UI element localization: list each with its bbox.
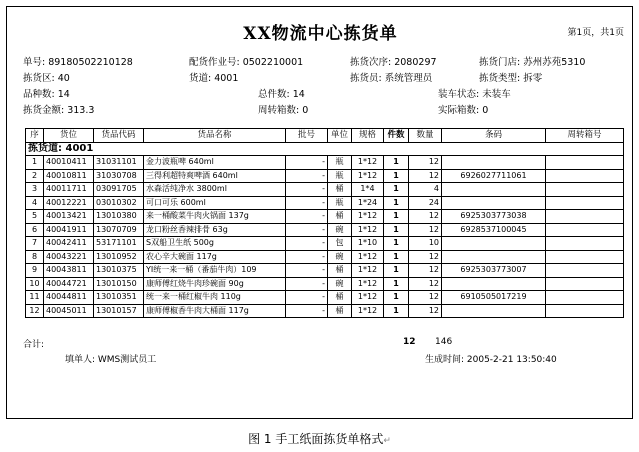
cell-spec: 1*12 [352, 277, 384, 291]
cell-spec: 1*12 [352, 169, 384, 183]
cell-barcode [442, 237, 546, 251]
cell-batch: - [286, 250, 328, 264]
cell-code: 13010351 [94, 291, 144, 305]
cell-name: 康师傅椒香牛肉大桶面 117g [144, 304, 286, 318]
cell-barcode: 6925303773007 [442, 264, 546, 278]
cell-seq: 2 [26, 169, 44, 183]
table-header-row [26, 129, 624, 143]
paragraph-mark: ↵ [383, 436, 391, 446]
table-row [26, 250, 624, 264]
cell-unit: 瓶 [328, 156, 352, 170]
created-time: 生成时间: 2005-2-21 13:50:40 [425, 355, 557, 365]
cell-qty: 12 [409, 156, 442, 170]
cell-qty: 12 [409, 210, 442, 224]
cell-barcode [442, 183, 546, 197]
actual-boxes: 实际箱数: 0 [438, 105, 489, 116]
cell-spec: 1*12 [352, 304, 384, 318]
cell-location: 40041911 [44, 223, 94, 237]
col-header-seq: 序 [26, 129, 44, 143]
cell-location: 40013421 [44, 210, 94, 224]
cell-code: 53171101 [94, 237, 144, 251]
col-header-name: 货品名称 [144, 129, 286, 143]
table-row [26, 291, 624, 305]
group-label: 拣货道: 4001 [26, 142, 144, 156]
group-filler [144, 142, 624, 156]
cell-seq: 12 [26, 304, 44, 318]
cell-spec: 1*12 [352, 156, 384, 170]
col-header-unit: 单位 [328, 129, 352, 143]
col-header-barcode: 条码 [442, 129, 546, 143]
cell-location: 40044811 [44, 291, 94, 305]
cell-box [546, 223, 624, 237]
cell-box [546, 291, 624, 305]
cell-seq: 8 [26, 250, 44, 264]
cell-name: 康师傅红烧牛肉珍碗面 90g [144, 277, 286, 291]
cell-spec: 1*12 [352, 210, 384, 224]
cell-batch: - [286, 156, 328, 170]
cell-box [546, 169, 624, 183]
cell-seq: 10 [26, 277, 44, 291]
cell-code: 03010302 [94, 196, 144, 210]
cell-pieces: 1 [384, 156, 409, 170]
cell-qty: 12 [409, 304, 442, 318]
cell-name: 龙口粉丝香辣排骨 63g [144, 223, 286, 237]
col-header-batch: 批号 [286, 129, 328, 143]
col-header-qty: 数量 [409, 129, 442, 143]
cell-name: 统一来一桶红椒牛肉 110g [144, 291, 286, 305]
load-status: 装车状态: 未装车 [438, 89, 511, 100]
cell-box [546, 250, 624, 264]
cell-seq: 7 [26, 237, 44, 251]
cell-spec: 1*12 [352, 264, 384, 278]
cell-box [546, 156, 624, 170]
cell-seq: 5 [26, 210, 44, 224]
cell-box [546, 237, 624, 251]
cell-name: 三得利超特爽啤酒 640ml [144, 169, 286, 183]
table-row [26, 223, 624, 237]
cell-batch: - [286, 169, 328, 183]
cell-unit: 碗 [328, 250, 352, 264]
cell-box [546, 264, 624, 278]
cell-unit: 桶 [328, 210, 352, 224]
cell-batch: - [286, 196, 328, 210]
cell-code: 13010157 [94, 304, 144, 318]
cell-unit: 桶 [328, 291, 352, 305]
totals-qty: 146 [435, 337, 453, 347]
document-title: XX物流中心拣货单 [243, 24, 398, 44]
cell-location: 40010811 [44, 169, 94, 183]
pick-list-sheet [6, 6, 633, 419]
table-row [26, 264, 624, 278]
table-row [26, 196, 624, 210]
cell-barcode: 6925303773038 [442, 210, 546, 224]
cell-pieces: 1 [384, 210, 409, 224]
page-indicator: 第1页，共1页 [567, 28, 624, 38]
cell-box [546, 183, 624, 197]
figure-caption [0, 430, 639, 447]
total-pieces: 总件数: 14 [258, 89, 305, 100]
turnover-boxes: 周转箱数: 0 [258, 105, 309, 116]
cell-unit: 碗 [328, 277, 352, 291]
cell-spec: 1*4 [352, 183, 384, 197]
cell-barcode [442, 156, 546, 170]
cell-seq: 6 [26, 223, 44, 237]
group-row [26, 142, 624, 156]
cell-unit: 桶 [328, 304, 352, 318]
table-row [26, 237, 624, 251]
picker: 拣货员: 系统管理员 [350, 73, 433, 84]
cell-code: 13010380 [94, 210, 144, 224]
cell-barcode [442, 304, 546, 318]
cell-pieces: 1 [384, 250, 409, 264]
cell-qty: 12 [409, 250, 442, 264]
cell-batch: - [286, 183, 328, 197]
table-row [26, 183, 624, 197]
col-header-box: 周转箱号 [546, 129, 624, 143]
cell-spec: 1*12 [352, 223, 384, 237]
cell-name: 农心辛大碗面 117g [144, 250, 286, 264]
cell-qty: 24 [409, 196, 442, 210]
cell-name: 金力波瓶啤 640ml [144, 156, 286, 170]
cell-qty: 4 [409, 183, 442, 197]
cell-location: 40043221 [44, 250, 94, 264]
cell-batch: - [286, 237, 328, 251]
cell-seq: 4 [26, 196, 44, 210]
col-header-spec: 规格 [352, 129, 384, 143]
cell-code: 13010375 [94, 264, 144, 278]
pick-sequence: 拣货次序: 2080297 [350, 57, 437, 68]
table-row [26, 304, 624, 318]
filler-person: 填单人: WMS测试员工 [65, 355, 157, 365]
cell-pieces: 1 [384, 237, 409, 251]
cell-location: 40012221 [44, 196, 94, 210]
lane: 货道: 4001 [189, 73, 239, 84]
cell-unit: 桶 [328, 264, 352, 278]
cell-unit: 瓶 [328, 169, 352, 183]
cell-box [546, 196, 624, 210]
table-row [26, 210, 624, 224]
cell-location: 40045011 [44, 304, 94, 318]
cell-barcode: 6926027711061 [442, 169, 546, 183]
cell-qty: 12 [409, 277, 442, 291]
pick-store: 拣货门店: 苏州苏苑5310 [479, 57, 586, 68]
cell-unit: 瓶 [328, 196, 352, 210]
pick-amount: 拣货金额: 313.3 [23, 105, 95, 116]
cell-barcode: 6928537100045 [442, 223, 546, 237]
cell-box [546, 210, 624, 224]
cell-seq: 9 [26, 264, 44, 278]
cell-location: 40043811 [44, 264, 94, 278]
cell-batch: - [286, 291, 328, 305]
cell-pieces: 1 [384, 196, 409, 210]
cell-name: YI统一来一桶（番茄牛肉）109 [144, 264, 286, 278]
cell-name: 来一桶酸菜牛肉火锅面 137g [144, 210, 286, 224]
dispatch-number: 配货作业号: 0502210001 [189, 57, 304, 68]
cell-spec: 1*10 [352, 237, 384, 251]
cell-code: 13010952 [94, 250, 144, 264]
cell-barcode [442, 196, 546, 210]
cell-code: 13010150 [94, 277, 144, 291]
cell-qty: 12 [409, 264, 442, 278]
table-row [26, 169, 624, 183]
cell-location: 40010411 [44, 156, 94, 170]
cell-name: S双船卫生纸 500g [144, 237, 286, 251]
pick-type: 拣货类型: 拆零 [479, 73, 543, 84]
cell-batch: - [286, 304, 328, 318]
col-header-location: 货位 [44, 129, 94, 143]
goods-table [25, 128, 624, 318]
cell-spec: 1*12 [352, 250, 384, 264]
cell-pieces: 1 [384, 223, 409, 237]
cell-name: 可口可乐 600ml [144, 196, 286, 210]
col-header-code: 货品代码 [94, 129, 144, 143]
cell-code: 03091705 [94, 183, 144, 197]
caption-text: 图 1 手工纸面拣货单格式 [248, 432, 384, 446]
cell-barcode: 6910505017219 [442, 291, 546, 305]
pick-area: 拣货区: 40 [23, 73, 70, 84]
cell-unit: 碗 [328, 223, 352, 237]
cell-batch: - [286, 223, 328, 237]
cell-barcode [442, 250, 546, 264]
sku-count: 品种数: 14 [23, 89, 70, 100]
cell-spec: 1*24 [352, 196, 384, 210]
col-header-pieces: 件数 [384, 129, 409, 143]
cell-pieces: 1 [384, 291, 409, 305]
totals-pieces: 12 [403, 337, 416, 347]
cell-seq: 11 [26, 291, 44, 305]
table-row [26, 156, 624, 170]
cell-seq: 1 [26, 156, 44, 170]
cell-unit: 包 [328, 237, 352, 251]
cell-pieces: 1 [384, 169, 409, 183]
cell-location: 40011711 [44, 183, 94, 197]
cell-code: 31031101 [94, 156, 144, 170]
cell-code: 13070709 [94, 223, 144, 237]
table-row [26, 277, 624, 291]
cell-barcode [442, 277, 546, 291]
cell-pieces: 1 [384, 277, 409, 291]
cell-unit: 桶 [328, 183, 352, 197]
cell-location: 40042411 [44, 237, 94, 251]
cell-batch: - [286, 264, 328, 278]
cell-qty: 10 [409, 237, 442, 251]
cell-pieces: 1 [384, 183, 409, 197]
cell-batch: - [286, 210, 328, 224]
cell-spec: 1*12 [352, 291, 384, 305]
cell-code: 31030708 [94, 169, 144, 183]
cell-box [546, 277, 624, 291]
cell-location: 40044721 [44, 277, 94, 291]
cell-qty: 12 [409, 291, 442, 305]
totals-label: 合计: [23, 340, 45, 350]
cell-pieces: 1 [384, 264, 409, 278]
cell-seq: 3 [26, 183, 44, 197]
cell-name: 水森活纯净水 3800ml [144, 183, 286, 197]
cell-batch: - [286, 277, 328, 291]
order-number: 单号: 89180502210128 [23, 57, 133, 68]
cell-box [546, 304, 624, 318]
cell-qty: 12 [409, 223, 442, 237]
cell-qty: 12 [409, 169, 442, 183]
cell-pieces: 1 [384, 304, 409, 318]
